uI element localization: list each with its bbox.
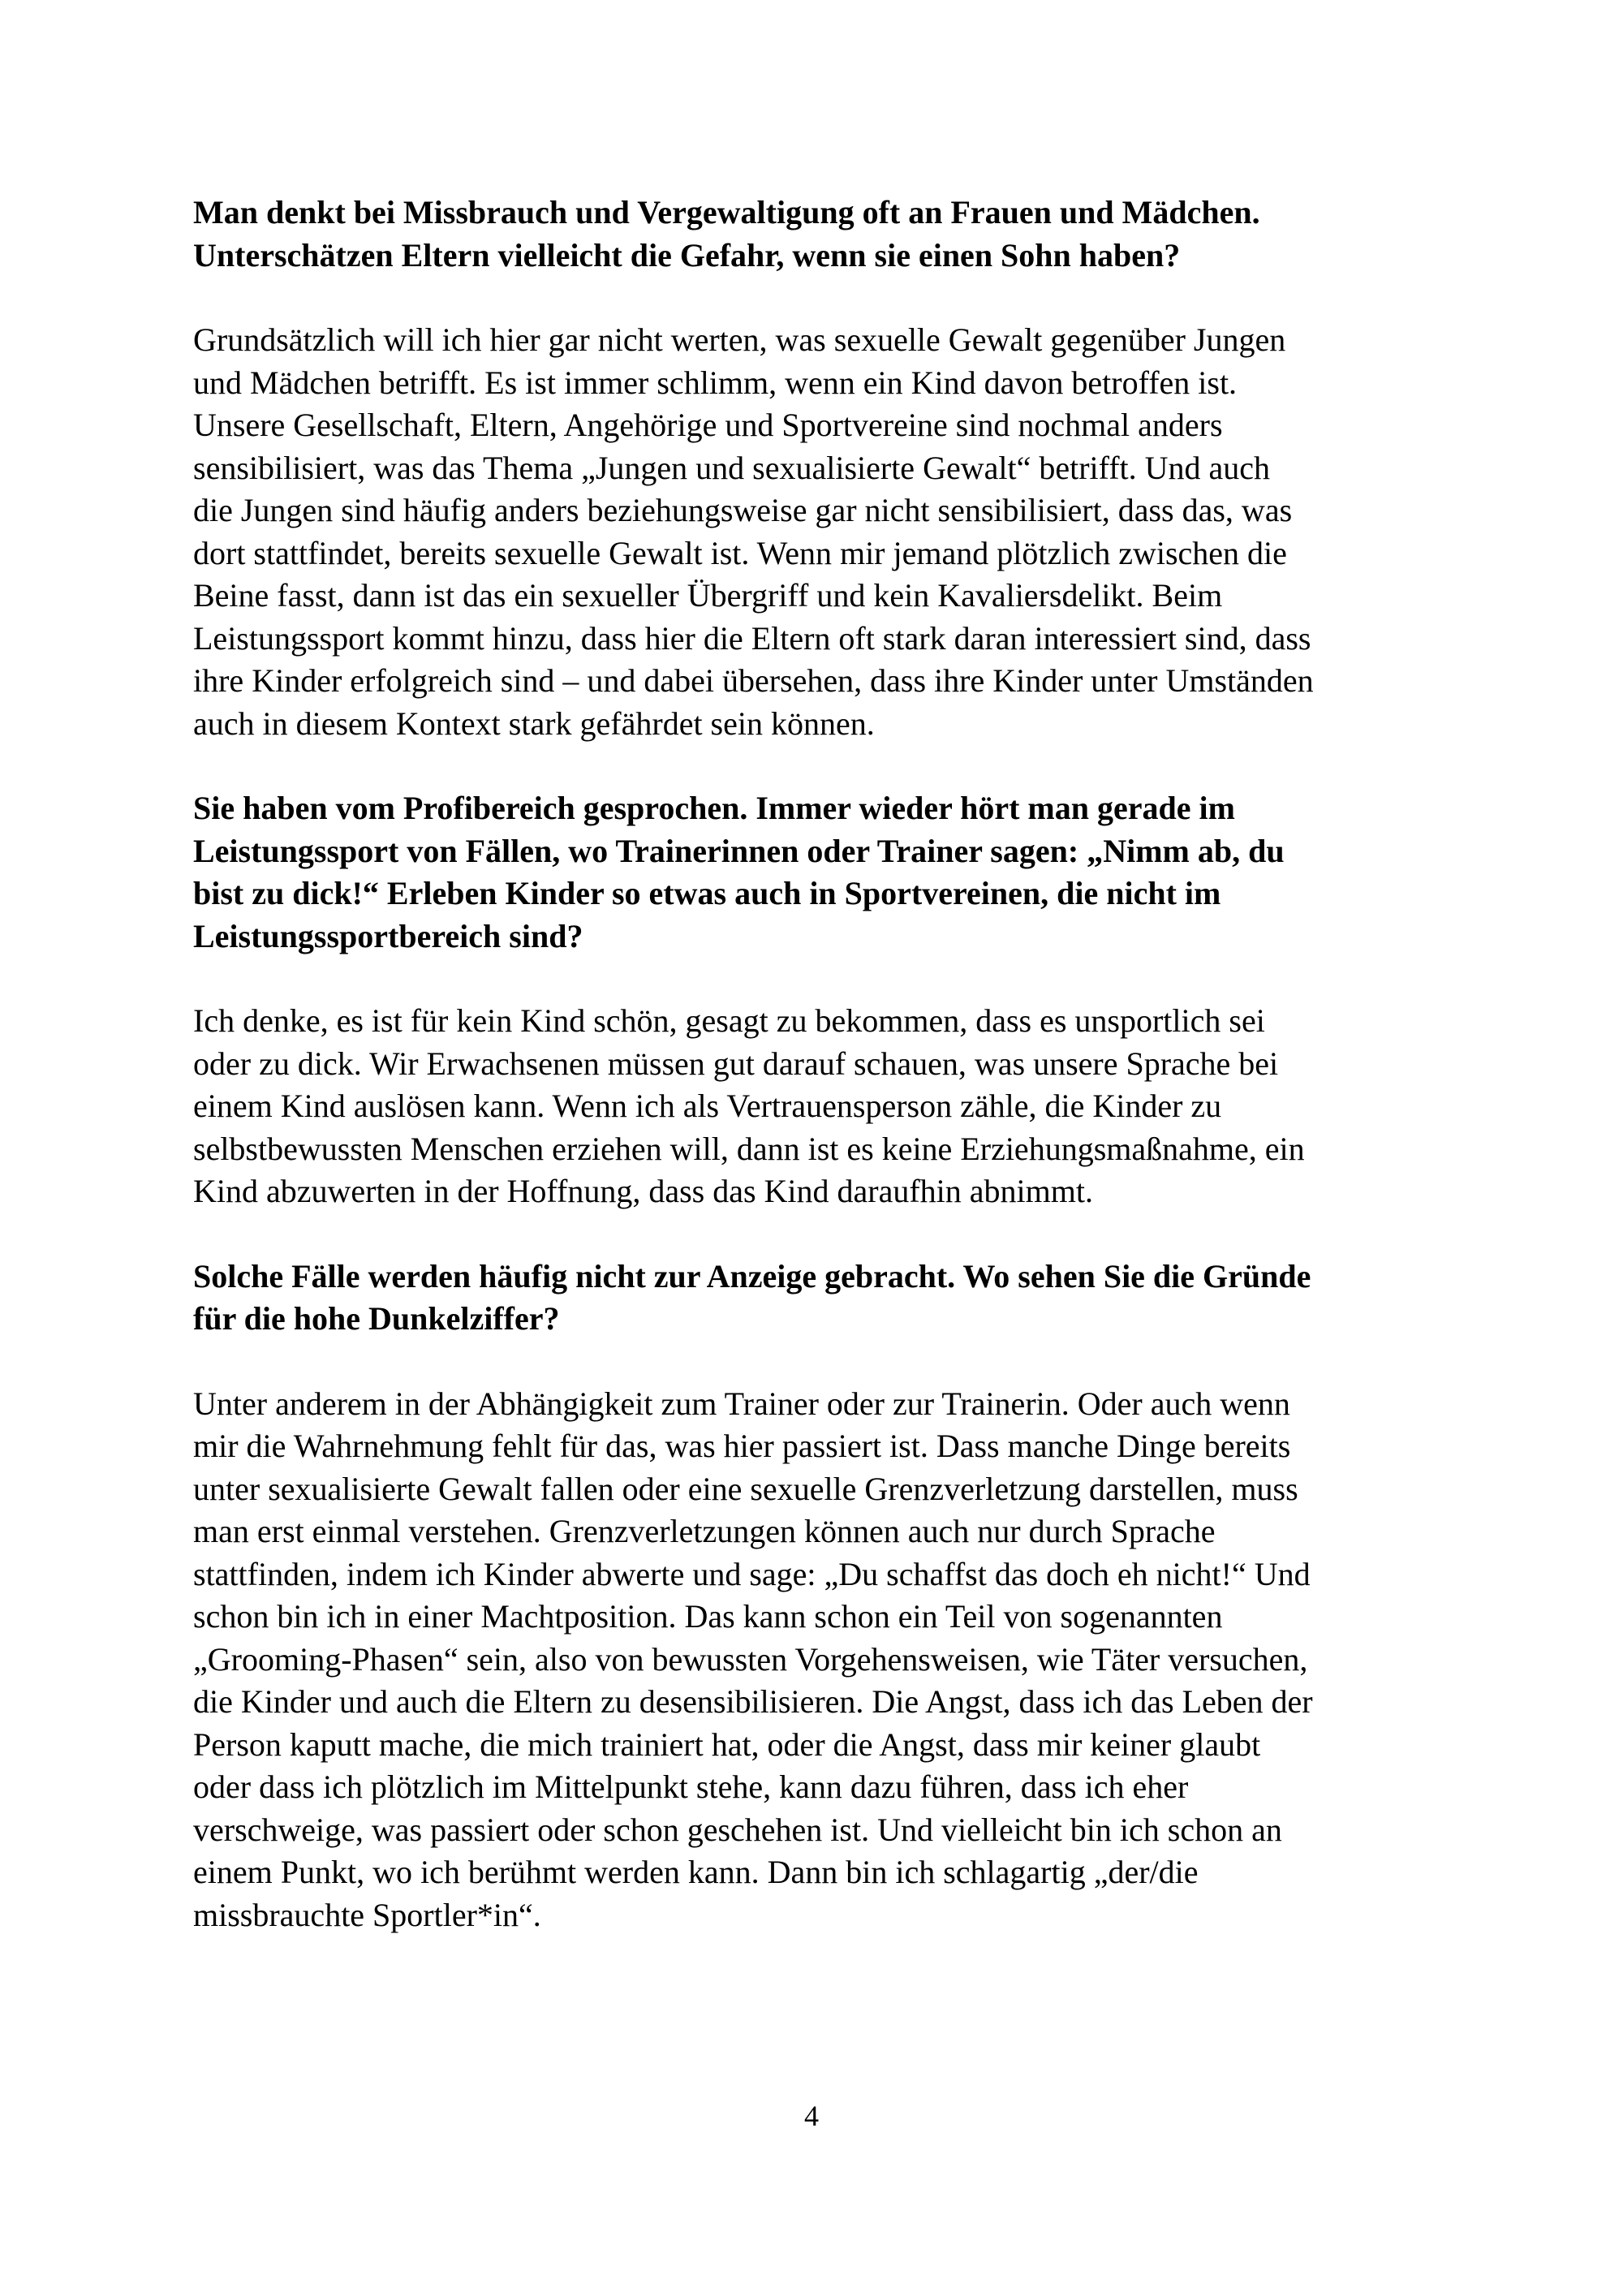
text-line: Man denkt bei Missbrauch und Vergewaltigung oft an Frauen und Mädchen. (193, 194, 1260, 230)
text-line: „Grooming-Phasen“ sein, also von bewussten Vorgehensweisen, wie Täter versuchen, (193, 1640, 1308, 1678)
text-line: verschweige, was passiert oder schon geschehen ist. Und vielleicht bin ich schon an (193, 1811, 1282, 1848)
text-line: Unter anderem in der Abhängigkeit zum Trainer oder zur Trainerin. Oder auch wenn (193, 1385, 1290, 1422)
page-number: 4 (804, 2100, 819, 2132)
interview-answer (193, 1000, 1483, 1213)
text-line: dort stattfindet, bereits sexuelle Gewalt ist. Wenn mir jemand plötzlich zwischen die (193, 534, 1287, 571)
text-line: einem Kind auslösen kann. Wenn ich als Vertrauensperson zähle, die Kinder zu (193, 1088, 1222, 1124)
text-line: die Jungen sind häufig anders beziehungsweise gar nicht sensibilisiert, dass das, was (193, 492, 1293, 528)
text-line: sensibilisiert, was das Thema „Jungen und sexualisierte Gewalt“ betrifft. Und auch (193, 449, 1271, 486)
interview-answer (193, 319, 1483, 745)
text-line: für die hohe Dunkelziffer? (193, 1300, 560, 1337)
interview-question (193, 192, 1483, 277)
paragraph-spacer (193, 1341, 1483, 1383)
text-line: Solche Fälle werden häufig nicht zur Anzeige gebracht. Wo sehen Sie die Gründe (193, 1257, 1311, 1294)
text-line: bist zu dick!“ Erleben Kinder so etwas auch in Sportvereinen, die nicht im (193, 875, 1221, 911)
text-line: Unterschätzen Eltern vielleicht die Gefahr, wenn sie einen Sohn haben? (193, 236, 1181, 274)
paragraph-spacer (193, 277, 1483, 319)
text-line: oder dass ich plötzlich im Mittelpunkt stehe, kann dazu führen, dass ich eher (193, 1768, 1189, 1805)
text-line: man erst einmal verstehen. Grenzverletzungen können auch nur durch Sprache (193, 1513, 1216, 1549)
paragraph-spacer (193, 745, 1483, 787)
text-line: Leistungssportbereich sind? (193, 917, 583, 954)
text-line: Beine fasst, dann ist das ein sexueller Übergriff und kein Kavaliersdelikt. Beim (193, 577, 1223, 614)
text-line: selbstbewussten Menschen erziehen will, dann ist es keine Erziehungsmaßnahme, ein (193, 1130, 1305, 1167)
text-line: Leistungssport von Fällen, wo Trainerinnen oder Trainer sagen: „Nimm ab, du (193, 832, 1285, 869)
text-line: mir die Wahrnehmung fehlt für das, was hier passiert ist. Dass manche Dinge bereits (193, 1428, 1291, 1464)
text-line: oder zu dick. Wir Erwachsenen müssen gut darauf schauen, was unsere Sprache bei (193, 1045, 1279, 1082)
text-line: Kind abzuwerten in der Hoffnung, dass das Kind daraufhin abnimmt. (193, 1173, 1094, 1209)
text-line: stattfinden, indem ich Kinder abwerte und sage: „Du schaffst das doch eh nicht!“ Und (193, 1555, 1311, 1592)
text-line: Ich denke, es ist für kein Kind schön, gesagt zu bekommen, dass es unsportlich sei (193, 1002, 1265, 1039)
interview-question (193, 1256, 1483, 1341)
text-line: Leistungssport kommt hinzu, dass hier die Eltern oft stark daran interessiert sind, dass (193, 619, 1311, 657)
paragraph-spacer (193, 958, 1483, 1000)
interview-question (193, 787, 1483, 958)
text-line: missbrauchte Sportler*in“. (193, 1896, 541, 1933)
text-line: ihre Kinder erfolgreich sind – und dabei übersehen, dass ihre Kinder unter Umständen (193, 662, 1314, 699)
text-line: Unsere Gesellschaft, Eltern, Angehörige und Sportvereine sind nochmal anders (193, 407, 1223, 443)
text-line: und Mädchen betrifft. Es ist immer schlimm, wenn ein Kind davon betroffen ist. (193, 364, 1238, 401)
text-line: Grundsätzlich will ich hier gar nicht werten, was sexuelle Gewalt gegenüber Jungen (193, 321, 1286, 358)
text-line: einem Punkt, wo ich berühmt werden kann. Dann bin ich schlagartig „der/die (193, 1854, 1199, 1890)
text-line: auch in diesem Kontext stark gefährdet sein können. (193, 704, 875, 742)
text-line: die Kinder und auch die Eltern zu desensibilisieren. Die Angst, dass ich das Leben der (193, 1683, 1313, 1720)
text-line: Person kaputt mache, die mich trainiert hat, oder die Angst, dass mir keiner glaubt (193, 1725, 1261, 1763)
text-line: unter sexualisierte Gewalt fallen oder eine sexuelle Grenzverletzung darstellen, muss (193, 1470, 1298, 1507)
text-line: Sie haben vom Profibereich gesprochen. Immer wieder hört man gerade im (193, 790, 1235, 826)
paragraph-spacer (193, 1213, 1483, 1256)
document-body (193, 192, 1483, 1936)
interview-answer (193, 1383, 1483, 1937)
text-line: schon bin ich in einer Machtposition. Das kann schon ein Teil von sogenannten (193, 1598, 1223, 1635)
